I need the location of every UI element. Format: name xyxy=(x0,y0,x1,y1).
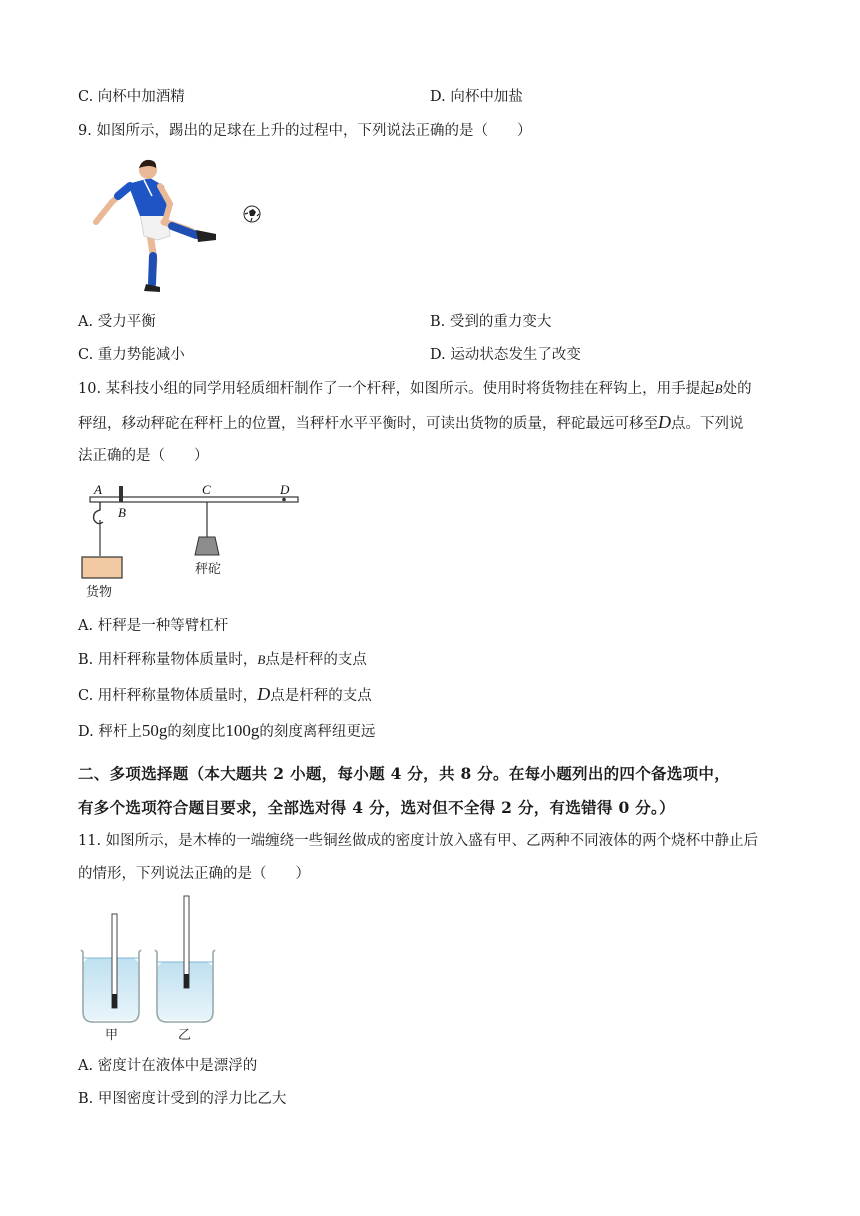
q9-option-d: D. 运动状态发生了改变 xyxy=(430,347,581,363)
label-yi: 乙 xyxy=(178,1028,192,1042)
q10-option-a: A. 杆秤是一种等臂杠杆 xyxy=(78,618,229,634)
label-a: A xyxy=(94,482,102,497)
q11-stem-line1: 11. 如图所示，是木棒的一端缠绕一些铜丝做成的密度计放入盛有甲、乙两种不同液体的两个烧杯中静止后 xyxy=(78,833,759,849)
goods-box xyxy=(82,557,122,578)
q8-option-d: D. 向杯中加盐 xyxy=(430,89,523,105)
hydrometer-jia xyxy=(112,914,117,1008)
steelyard-figure xyxy=(76,480,306,604)
q10-option-b: B. 用杆秤称量物体质量时，B点是杆秤的支点 xyxy=(78,652,367,668)
q10-option-d: D. 秤杆上50g的刻度比100g的刻度离秤纽更远 xyxy=(78,721,376,740)
q8-option-c: C. 向杯中加酒精 xyxy=(78,89,185,105)
section2-heading-line1: 二、多项选择题（本大题共 2 小题，每小题 4 分，共 8 分。在每小题列出的四个备选项中， xyxy=(78,764,731,783)
q9-option-b: B. 受到的重力变大 xyxy=(430,314,552,330)
label-jia: 甲 xyxy=(105,1028,119,1042)
section2-heading-line2: 有多个选项符合题目要求，全部选对得 4 分，选对但不全得 2 分，有选错得 0 分。） xyxy=(78,798,675,817)
q10-stem-line2: 秤纽，移动秤砣在秤杆上的位置，当秤杆水平平衡时，可读出货物的质量，秤砣最远可移至D点。下列说 xyxy=(78,412,744,432)
lift-knob xyxy=(119,486,123,502)
q9-option-c: C. 重力势能减小 xyxy=(78,347,185,363)
soccer-player-figure xyxy=(88,156,268,296)
beaker-yi xyxy=(155,896,215,1022)
q11-stem-line2: 的情形，下列说法正确的是（ ） xyxy=(78,866,310,882)
q10-stem-line1: 10. 某科技小组的同学用轻质细杆制作了一个杆秤，如图所示。使用时将货物挂在秤钩上，用手提起B处的 xyxy=(78,381,752,397)
label-c: C xyxy=(202,482,211,497)
label-b: B xyxy=(118,505,126,520)
hydrometer-beakers-figure xyxy=(78,892,222,1042)
q9-option-a: A. 受力平衡 xyxy=(78,314,156,330)
q9-stem: 9. 如图所示，踢出的足球在上升的过程中，下列说法正确的是（ ） xyxy=(78,123,532,139)
beaker-jia xyxy=(81,914,141,1022)
q11-option-b: B. 甲图密度计受到的浮力比乙大 xyxy=(78,1091,287,1107)
q11-option-a: A. 密度计在液体中是漂浮的 xyxy=(78,1058,258,1074)
q10-option-c: C. 用杆秤称量物体质量时，D点是杆秤的支点 xyxy=(78,684,372,704)
q10-stem-line3: 法正确的是（ ） xyxy=(78,448,209,464)
hook xyxy=(94,502,103,524)
counterweight xyxy=(195,537,219,555)
label-d: D xyxy=(280,482,290,497)
label-goods: 货物 xyxy=(86,585,113,600)
label-weight: 秤砣 xyxy=(195,562,222,577)
